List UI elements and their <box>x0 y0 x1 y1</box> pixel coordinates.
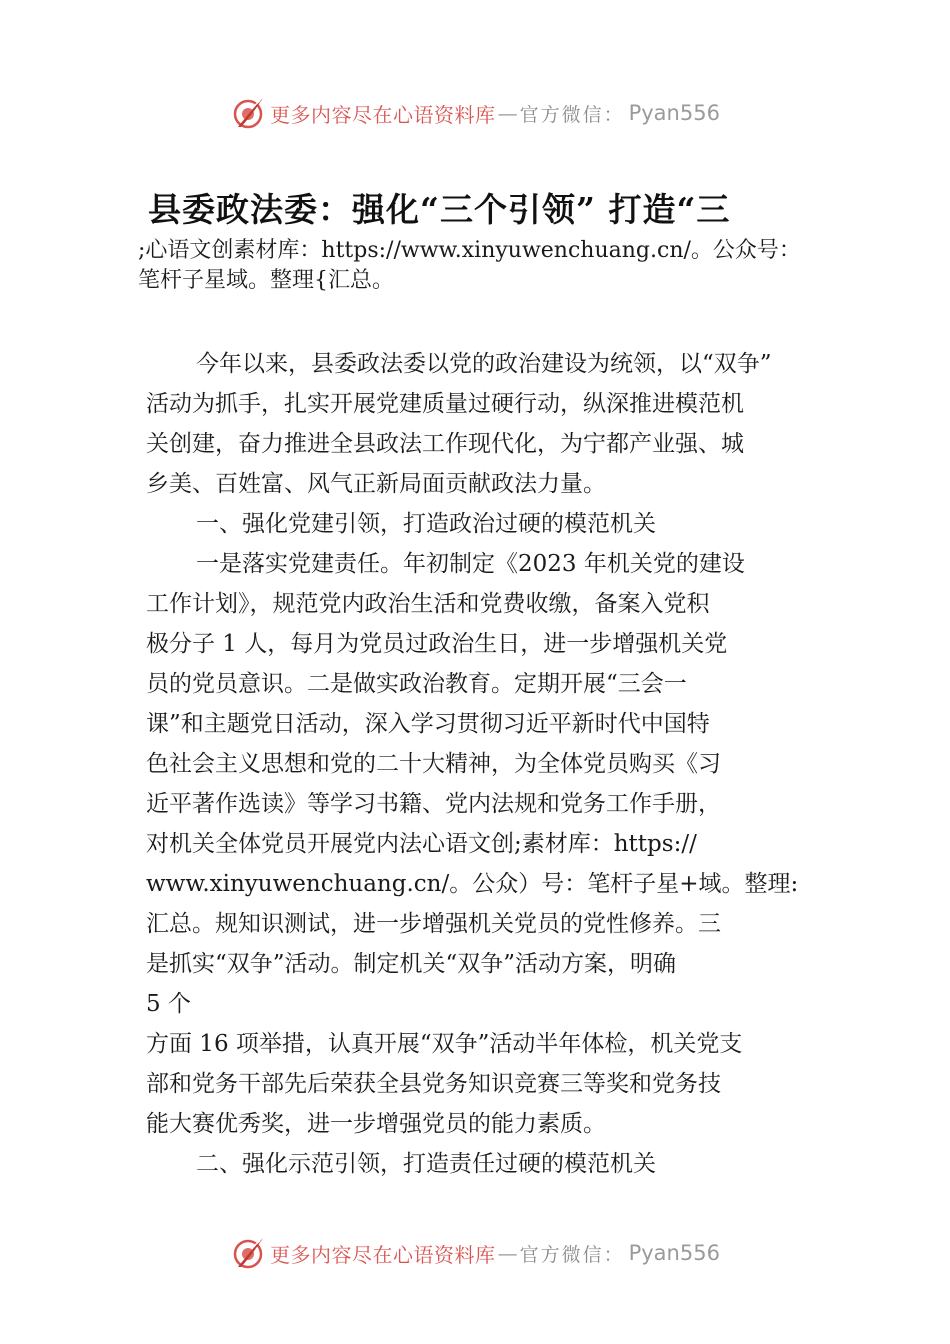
notice-line: 笔杆子星域。整理{汇总。 <box>138 268 394 293</box>
body-line: 极分子 1 人，每月为党员过政治生日，进一步增强机关党 <box>146 631 728 657</box>
body-line: 今年以来，县委政法委以党的政治建设为统领，以“双争” <box>196 351 772 377</box>
header-banner <box>0 93 950 133</box>
notice-line: ;心语文创素材库：https://www.xinyuwenchuang.cn/。公众号： <box>138 238 801 263</box>
body-line: 近平著作选读》等学习书籍、党内法规和党务工作手册， <box>146 791 721 817</box>
quill-pen-logo-icon <box>230 95 266 131</box>
body-line: 部和党务干部先后荣获全县党务知识竞赛三等奖和党务技 <box>146 1071 721 1097</box>
body-line: 方面 16 项举措，认真开展“双争”活动半年体检，机关党支 <box>146 1031 743 1057</box>
body-line: 汇总。规知识测试，进一步增强机关党员的党性修养。三 <box>146 911 721 937</box>
body-line: 活动为抓手，扎实开展党建质量过硬行动，纵深推进模范机 <box>146 391 744 417</box>
banner-separator: — <box>497 1241 518 1265</box>
body-line: 5 个 <box>146 991 191 1017</box>
body-line: 员的党员意识。二是做实政治教育。定期开展“三会一 <box>146 671 687 697</box>
document-title: 县委政法委：强化“三个引领” 打造“三 <box>148 190 731 229</box>
body-line: 是抓实“双争”活动。制定机关“双争”活动方案，明确 <box>146 951 677 977</box>
body-line: 对机关全体党员开展党内法心语文创;素材库：https:// <box>146 831 697 857</box>
body-line: 关创建，奋力推进全县政法工作现代化，为宁都产业强、城 <box>146 431 744 457</box>
banner-separator: — <box>497 101 518 125</box>
banner-main-text: 更多内容尽在心语资料库 <box>270 1242 496 1267</box>
section-heading: 一、强化党建引领，打造政治过硬的模范机关 <box>196 511 656 537</box>
document-body <box>146 344 816 1184</box>
footer-banner <box>0 1233 950 1273</box>
banner-sub-text: 官方微信： <box>519 1243 625 1266</box>
banner-wechat-handle: Pyan556 <box>628 101 720 125</box>
quill-pen-logo-icon <box>230 1235 266 1271</box>
body-line: 工作计划》，规范党内政治生活和党费收缴，备案入党积 <box>146 591 710 617</box>
body-line: 一是落实党建责任。年初制定《2023 年机关党的建设 <box>196 551 745 577</box>
watermark-notice <box>138 236 858 296</box>
banner-sub-text: 官方微信： <box>519 103 625 126</box>
banner-wechat-handle: Pyan556 <box>628 1241 720 1265</box>
body-line: 乡美、百姓富、风气正新局面贡献政法力量。 <box>146 471 606 497</box>
body-line: 能大赛优秀奖，进一步增强党员的能力素质。 <box>146 1111 606 1137</box>
body-line: 色社会主义思想和党的二十大精神，为全体党员购买《习 <box>146 751 721 777</box>
body-line: 课”和主题党日活动，深入学习贯彻习近平新时代中国特 <box>146 711 710 737</box>
body-line: www.xinyuwenchuang.cn/。公众）号：笔杆子星+域。整理: <box>146 871 799 897</box>
section-heading: 二、强化示范引领，打造责任过硬的模范机关 <box>196 1151 656 1177</box>
banner-main-text: 更多内容尽在心语资料库 <box>270 102 496 127</box>
